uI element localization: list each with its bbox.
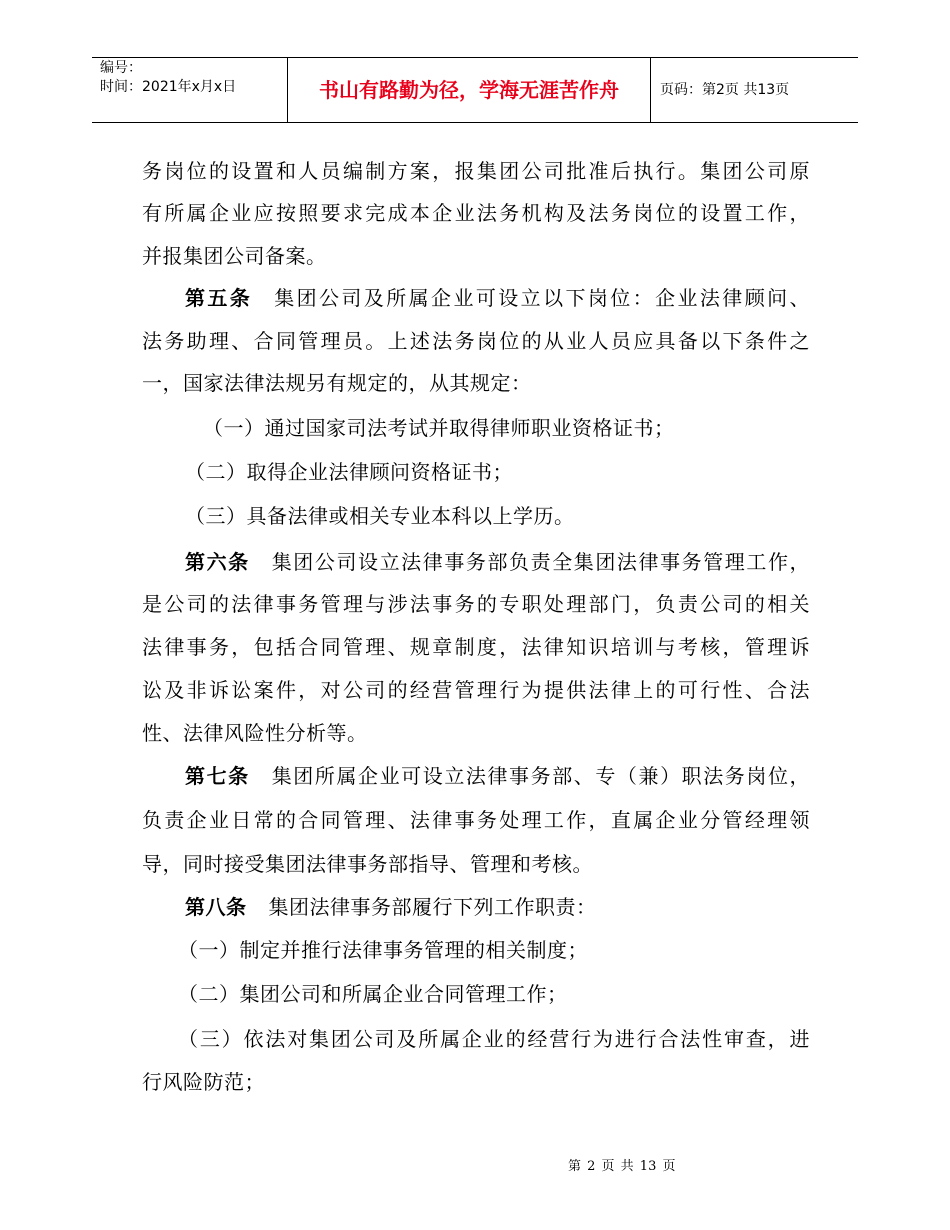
- list-item: （二）取得企业法律顾问资格证书；: [185, 460, 513, 484]
- header-top-rule: [92, 57, 858, 58]
- list-item: （三）具备法律或相关专业本科以上学历。: [185, 504, 575, 528]
- article-6-line: [185, 550, 810, 574]
- body-line-text: 集团公司及所属企业可设立以下岗位：企业法律顾问、: [274, 286, 810, 310]
- body-line: 是公司的法律事务管理与涉法事务的专职处理部门，负责公司的相关: [142, 592, 810, 616]
- body-line: 一，国家法律法规另有规定的，从其规定：: [142, 371, 532, 395]
- article-heading: 第八条: [185, 895, 247, 919]
- body-line: 行风险防范；: [142, 1070, 265, 1094]
- body-line: 负责企业日常的合同管理、法律事务处理工作，直属企业分管经理领: [142, 808, 810, 832]
- header-divider-right: [650, 57, 651, 122]
- article-heading: 第七条: [185, 764, 250, 788]
- article-7-line: [185, 764, 810, 788]
- list-item: （一）通过国家司法考试并取得律师职业资格证书；: [203, 416, 675, 440]
- body-line: 性、法律风险性分析等。: [142, 721, 368, 745]
- body-line-text: 集团所属企业可设立法律事务部、专（兼）职法务岗位，: [271, 764, 810, 788]
- body-line: 导，同时接受集团法律事务部指导、管理和考核。: [142, 852, 593, 876]
- article-8-line: [185, 895, 597, 919]
- article-heading: 第六条: [185, 550, 250, 574]
- header-time-label: 时间：2021年x月x日: [100, 79, 237, 95]
- body-line: 讼及非诉讼案件，对公司的经营管理行为提供法律上的可行性、合法: [142, 678, 810, 702]
- list-item: （二）集团公司和所属企业合同管理工作；: [178, 982, 568, 1006]
- list-item: （三）依法对集团公司及所属企业的经营行为进行合法性审查，进: [178, 1027, 810, 1051]
- body-line: 并报集团公司备案。: [142, 244, 327, 268]
- body-line-text: 集团法律事务部履行下列工作职责：: [268, 895, 597, 919]
- body-line: 务岗位的设置和人员编制方案，报集团公司批准后执行。集团公司原: [142, 159, 810, 183]
- header-number-label: 编号：: [100, 60, 142, 76]
- body-line-text: 集团公司设立法律事务部负责全集团法律事务管理工作，: [271, 550, 810, 574]
- header-motto: 书山有路勤为径，学海无涯苦作舟: [319, 78, 619, 102]
- article-heading: 第五条: [185, 286, 253, 310]
- list-item: （一）制定并推行法律事务管理的相关制度；: [178, 938, 588, 962]
- article-5-line: [185, 286, 810, 310]
- header-bottom-rule: [92, 122, 858, 123]
- body-line: 法务助理、合同管理员。上述法务岗位的从业人员应具备以下条件之: [142, 329, 810, 353]
- page-footer: 第 2 页 共 13 页: [568, 1159, 676, 1174]
- body-line: 有所属企业应按照要求完成本企业法务机构及法务岗位的设置工作，: [142, 201, 810, 225]
- header-page-info: 页码：第2页 共13页: [660, 82, 790, 98]
- body-line: 法律事务，包括合同管理、规章制度，法律知识培训与考核，管理诉: [142, 635, 810, 659]
